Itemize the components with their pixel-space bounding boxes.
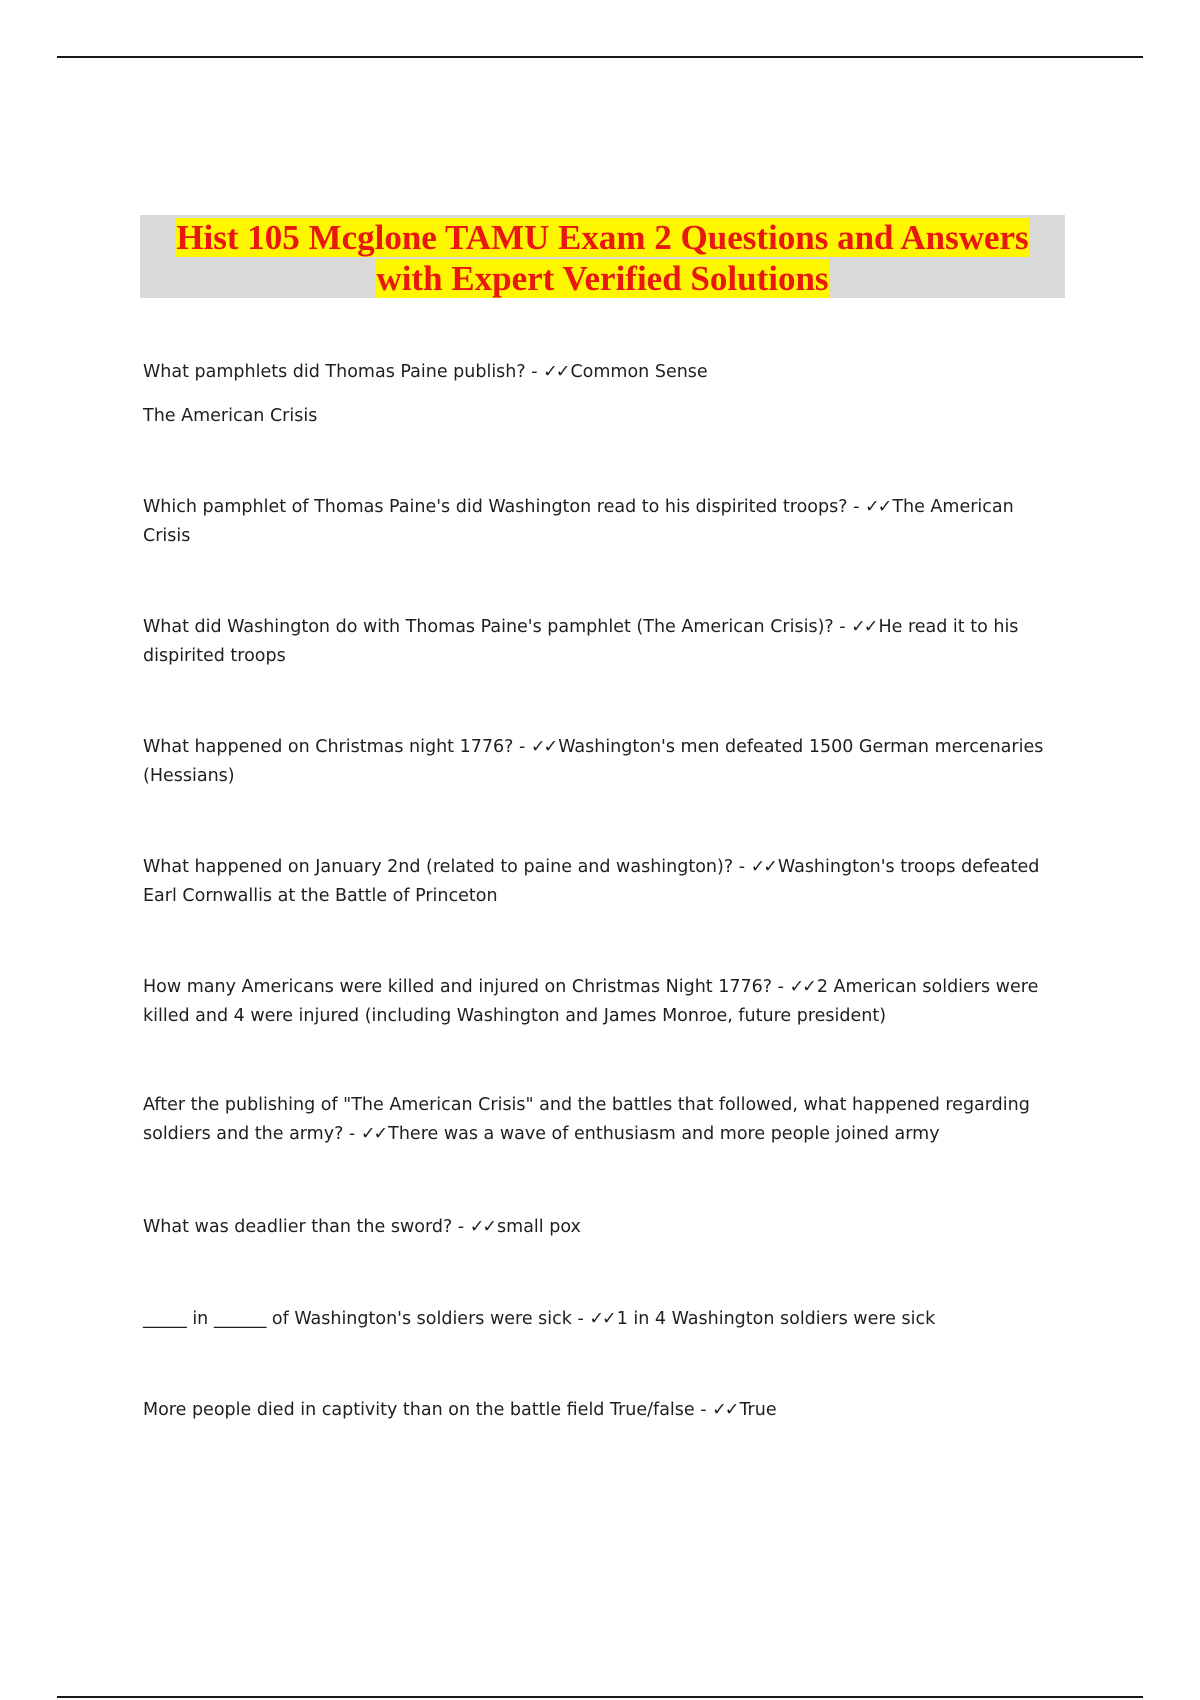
qa-item-3 [143, 613, 1063, 671]
question-text: More people died in captivity than on the battle field True/false - [143, 1400, 713, 1420]
answer-text: Washington's men defeated 1500 German mercenaries (Hessians) [143, 737, 1044, 786]
check-mark-icon: ✓✓ [789, 977, 815, 997]
top-rule [57, 56, 1143, 58]
answer-text: Washington's troops defeated Earl Cornwallis at the Battle of Princeton [143, 857, 1040, 906]
question-text: What happened on Christmas night 1776? - [143, 737, 531, 757]
check-mark-icon: ✓✓ [589, 1309, 615, 1329]
qa-item-7 [143, 1091, 1063, 1149]
check-mark-icon: ✓✓ [750, 857, 776, 877]
answer-text: He read it to his dispirited troops [143, 617, 1019, 666]
qa-item-1 [143, 358, 1063, 387]
question-text: What did Washington do with Thomas Paine's pamphlet (The American Crisis)? - [143, 617, 852, 637]
check-mark-icon: ✓✓ [530, 737, 557, 757]
answer-text: The American Crisis [143, 497, 1014, 546]
qa-item-8 [143, 1213, 1063, 1242]
answer-text: 2 American soldiers were killed and 4 were injured (including Washington and James Monroe, future president) [143, 977, 1039, 1026]
question-text: How many Americans were killed and injured on Christmas Night 1776? - [143, 977, 790, 997]
question-text: After the publishing of "The American Crisis" and the battles that followed, what happened regarding soldiers and the army? - [143, 1095, 1030, 1144]
answer-text: 1 in 4 Washington soldiers were sick [616, 1309, 936, 1329]
answer-text: There was a wave of enthusiasm and more people joined army [388, 1124, 940, 1144]
answer-text: Common Sense [570, 362, 708, 382]
document-title [140, 217, 1065, 299]
check-mark-icon: ✓✓ [360, 1124, 387, 1144]
qa-answer-continued [143, 402, 1063, 431]
check-mark-icon: ✓✓ [543, 362, 569, 382]
qa-item-10 [143, 1396, 1063, 1425]
qa-item-2 [143, 493, 1063, 551]
qa-item-9 [143, 1305, 1063, 1334]
check-mark-icon: ✓✓ [469, 1217, 496, 1237]
qa-item-6 [143, 973, 1063, 1031]
bottom-rule [57, 1696, 1143, 1698]
question-text: Which pamphlet of Thomas Paine's did Washington read to his dispirited troops? - [143, 497, 865, 517]
question-text: _____ in ______ of Washington's soldiers were sick - [143, 1309, 590, 1329]
check-mark-icon: ✓✓ [864, 497, 891, 517]
question-text: What happened on January 2nd (related to paine and washington)? - [143, 857, 751, 877]
answer-text: True [739, 1400, 777, 1420]
title-line-2: with Expert Verified Solutions [376, 259, 829, 298]
answer-text: The American Crisis [143, 406, 318, 426]
answer-text: small pox [497, 1217, 581, 1237]
check-mark-icon: ✓✓ [851, 617, 877, 637]
title-line-1: Hist 105 Mcglone TAMU Exam 2 Questions and Answers [176, 218, 1029, 257]
question-text: What pamphlets did Thomas Paine publish? - [143, 362, 544, 382]
qa-item-5 [143, 853, 1063, 911]
check-mark-icon: ✓✓ [712, 1400, 738, 1420]
qa-item-4 [143, 733, 1063, 791]
question-text: What was deadlier than the sword? - [143, 1217, 470, 1237]
